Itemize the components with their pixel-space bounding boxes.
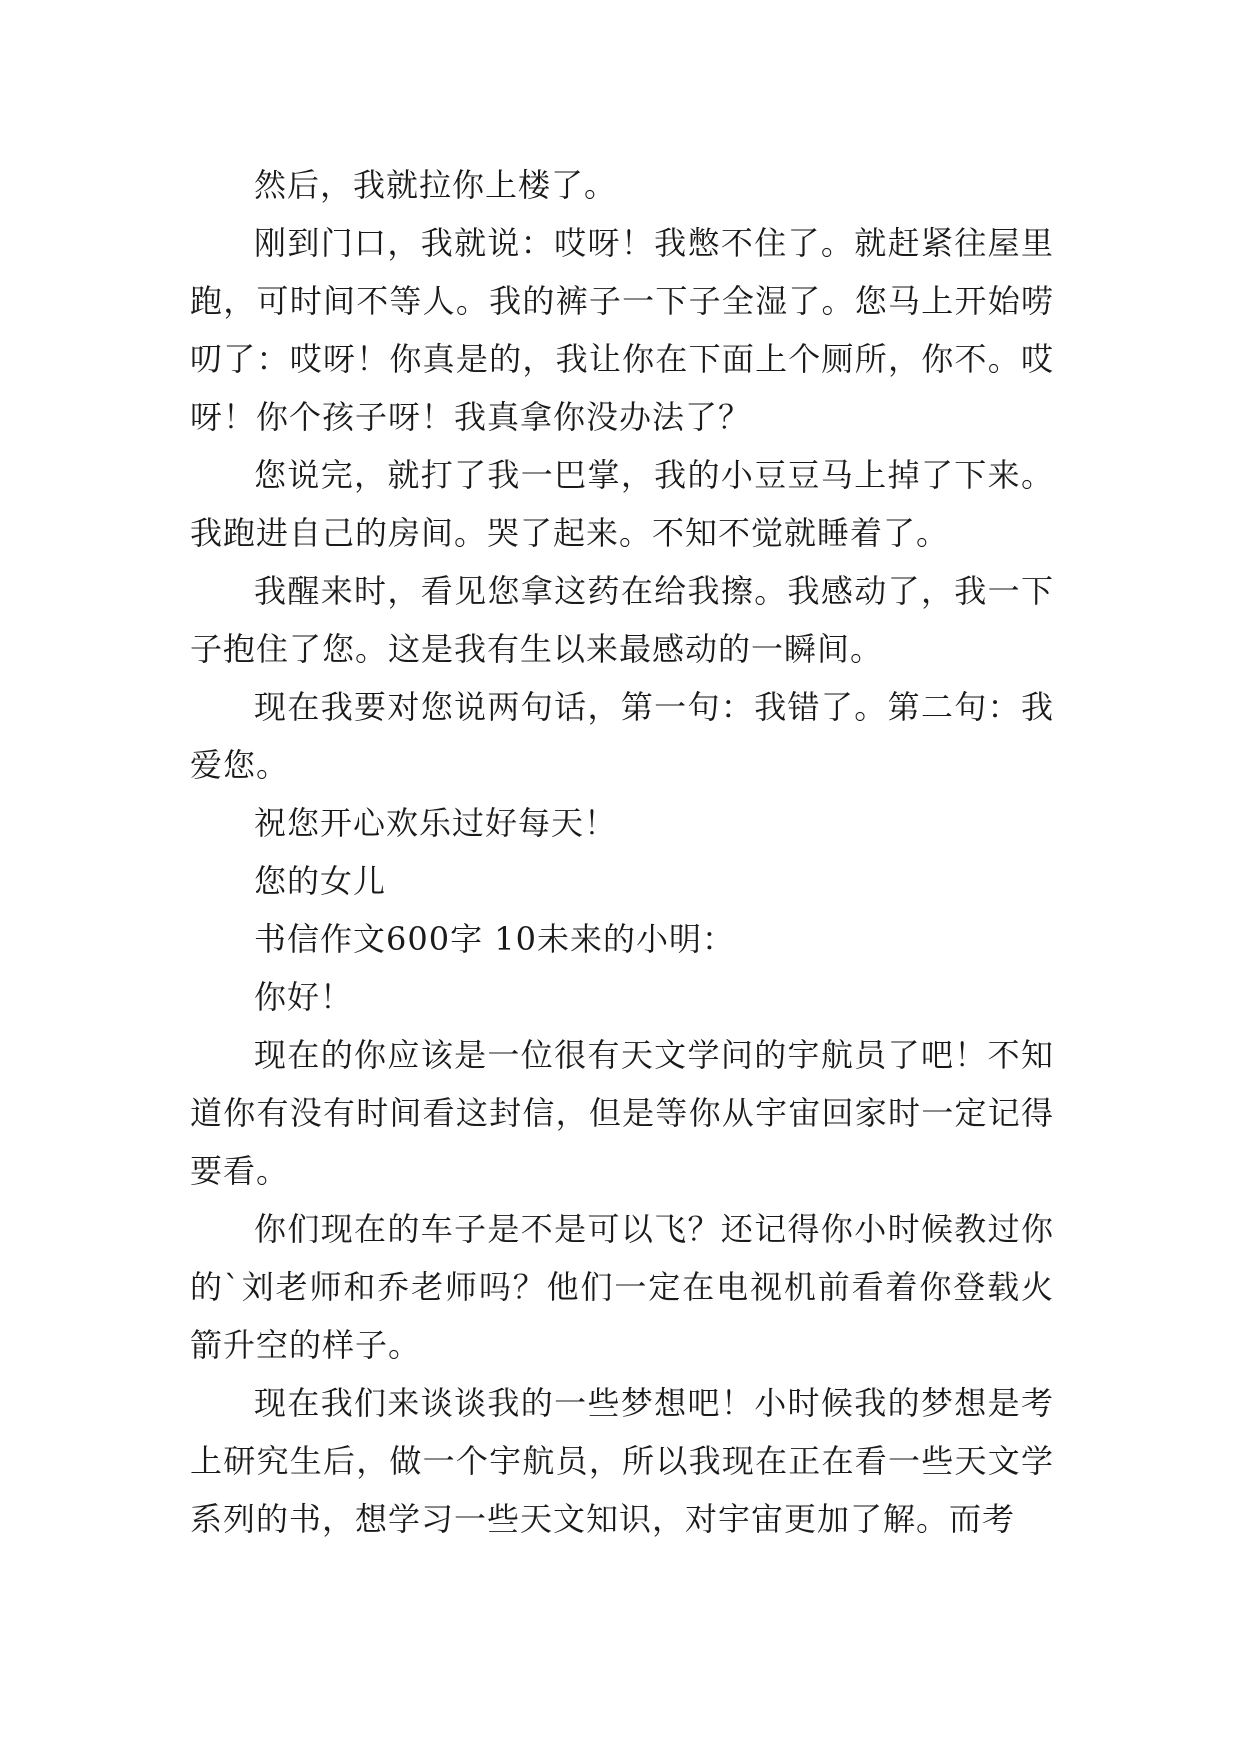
- document-body: [190, 156, 1054, 1548]
- paragraph: 刚到门口，我就说：哎呀！我憋不住了。就赶紧往屋里跑，可时间不等人。我的裤子一下子全湿了。您马上开始唠叨了：哎呀！你真是的，我让你在下面上个厕所，你不。哎呀！你个孩子呀！我真拿你没办法了？: [190, 224, 1054, 436]
- paragraph: 书信作文600字 10未来的小明：: [254, 920, 735, 958]
- paragraph: 你好！: [254, 978, 354, 1016]
- paragraph: 现在我们来谈谈我的一些梦想吧！小时候我的梦想是考上研究生后，做一个宇航员，所以我现在正在看一些天文学系列的书，想学习一些天文知识，对宇宙更加了解。而考: [190, 1384, 1054, 1538]
- paragraph: 祝您开心欢乐过好每天！: [254, 804, 618, 842]
- paragraph: 您的女儿: [254, 862, 387, 900]
- paragraph: 现在我要对您说两句话，第一句：我错了。第二句：我爱您。: [190, 688, 1054, 784]
- paragraph: 现在的你应该是一位很有天文学问的宇航员了吧！不知道你有没有时间看这封信，但是等你从宇宙回家时一定记得要看。: [190, 1036, 1054, 1190]
- paragraph: 你们现在的车子是不是可以飞？还记得你小时候教过你的`刘老师和乔老师吗？他们一定在电视机前看着你登载火箭升空的样子。: [190, 1210, 1054, 1364]
- paragraph: 您说完，就打了我一巴掌，我的小豆豆马上掉了下来。我跑进自己的房间。哭了起来。不知不觉就睡着了。: [190, 456, 1054, 552]
- paragraph: 我醒来时，看见您拿这药在给我擦。我感动了，我一下子抱住了您。这是我有生以来最感动的一瞬间。: [190, 572, 1054, 668]
- paragraph: 然后，我就拉你上楼了。: [254, 166, 618, 204]
